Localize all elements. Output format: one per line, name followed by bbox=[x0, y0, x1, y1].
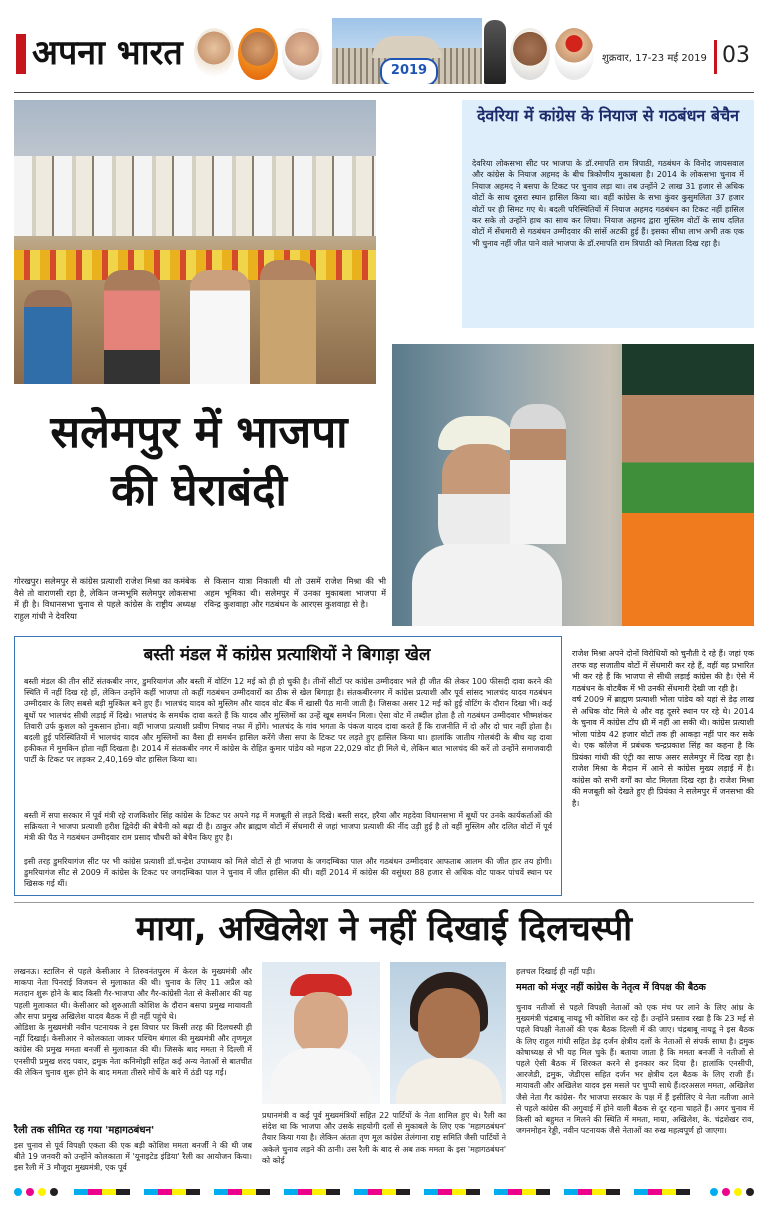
salempur-col1: गोरखपुर। सलेमपुर से कांग्रेस प्रत्याशी राजेश मिश्रा का कमंबेक वैसे तो वाराणसी रहा है, लेकिन जन्मभूमि सलेमपुर लोकसभा में ही है। विधानसभा चुनाव से पहले कांग्रेस के राष्ट्रीय अध्यक्ष राहुल गांधी ने देवरिया bbox=[14, 576, 196, 621]
portrait-1 bbox=[194, 28, 234, 78]
reg-dot-yellow bbox=[38, 1188, 46, 1196]
maya-headline: माया, अखिलेश ने नहीं दिखाई दिलचस्पी bbox=[135, 909, 633, 949]
masthead-red-bar bbox=[16, 34, 26, 74]
reg-dot-magenta-2 bbox=[722, 1188, 730, 1196]
akhilesh-face bbox=[294, 992, 348, 1054]
salempur-side-col: राजेश मिश्रा अपने दोनों विरोधियों को चुनौती दे रहे हैं। जहां एक तरफ वह सजातीय वोटों में सेंधमारी कर रहे हैं, वहीं वह प्रभारित भी कर रहे हैं कि भाजपा से सीधी लड़ाई कांग्रेस की है। ऐसे में गठबंधन के वोटबैंक में भी उनकी सेंधमारी देखी जा रही है। वर्ष 2009 में ब्राह्मण प्रत्याशी भोला पांडेय को यहां से डेढ़ लाख से अधिक वोट मिले थे और वह दूसरे स्थान पर रहे थे। 2014 के चुनाव में कांग्रेस टॉप थ्री में नहीं आ सकी थी। कांग्रेस प्रत्याशी भोला पांडेय 42 हजार वोटों तक ही आकड़ा नहीं पार कर सके थे। एक कॉलेज में प्रबंधक चन्द्रप्रकाश सिंह का कहना है कि प्रियंका गांधी की एंट्री का साफ असर सलेमपुर में दिख रहा है। राजेश मिश्रा के मैदान में आने से कांग्रेस मुख्य लड़ाई में है। कांग्रेस को सभी वर्गों का वोट मिलता दिख रहा है। राजेश मिश्रा की मजबूती को देखते हुए ही प्रियंका ने सलेमपुर में जनसभा की है। bbox=[572, 649, 754, 808]
reg-dot-yellow-2 bbox=[734, 1188, 742, 1196]
basti-para1: बस्ती मंडल की तीन सीटें संतकबीर नगर, डुमरियागंज और बस्ती में वोटिंग 12 मई को ही हो चुकी है। तीनों सीटों पर कांग्रेस उम्मीदवार भले ही जीत की लेकर 100 फीसदी दावा करने की स्थिति में नहीं दिख रहे हों, लेकिन उन्होंने कहीं भाजपा तो कहीं गठबंधन उम्मीदवारों का ठीक से खेल बिगाड़ा है। संतकबीरनगर में कांग्रेस प्रत्याशी और पूर्व सांसद भालचंद यादव गठबंधन उम्मीदवार के लिए सबसे बड़ी मुश्किल बने हुए हैं। भालचंद यादव को मुस्लिम और यादव वोट बैंक में खासी पैठ मानी जाती है। जिसका असर 12 मई को हुई वोटिंग के दौरान दिखा भी। कई बूथों पर भालचंद सीधी लड़ाई में दिखे। भालचंद के समर्थक दावा करते हैं कि यादव और मुस्लिमों का उन्हें खूब समर्थन मिला। ऐसा वोट में तब्दील होता है तो गठबंधन उम्मीदवार भीष्मशंकर तिवारी उर्फ कुशल को नुकसान होना। वहीं भाजपा प्रत्याशी प्रवीण निषाद नफा में होंगे। भालचंद के गांव भगता के पंकज यादव दावा करते हैं कि राजनीति में दो और दो चार नहीं होता है। बदली हुई परिस्थितियों में भालचंद यादव और मुस्लिमों का वैसा ही समर्थन हासिल करेंगे जैसा सपा के टिकट पर लड़ते हुए हासिल किया था। हालांकि जातीय गोलबंदी के बीच यह दावा हकीकत में मुमकिन होता नहीं दिखता है। 2014 में संतकबीर नगर में कांग्रेस के रोहित कुमार पांडेय को महज 22,029 वोट ही मिले थे, लेकिन बात भालचंद की करें तो उन्होंने समाजवादी पार्टी के टिकट पर लड़कर 2,40,169 वोट हासिल किया था। bbox=[24, 677, 552, 765]
salempur-headline bbox=[14, 404, 384, 520]
reg-dot-magenta bbox=[26, 1188, 34, 1196]
akhilesh-body bbox=[270, 1048, 372, 1104]
parliament-banner bbox=[332, 18, 482, 84]
mayawati-body bbox=[396, 1058, 502, 1104]
mayawati-photo bbox=[390, 962, 506, 1104]
deoria-body: देवरिया लोकसभा सीट पर भाजपा के डॉ.रमापति राम त्रिपाठी, गठबंधन के विनोद जायसवाल और कांग्रेस के नियाज अहमद के बीच त्रिकोणीय मुकाबला है। 2014 के लोकसभा चुनाव में नियाज अहमद ने बसपा के टिकट पर चुनाव लड़ा था। तब उन्होंने 2 लाख 31 हजार से अधिक वोटों के साथ दूसरा स्थान हासिल किया था। वहीं कांग्रेस के सभा कुंवर कुसुमलिता 37 हजार वोटों पर ही सिमट गए थे। बदली परिस्थितियों में नियाज अहमद गठबंधन का टिकट नहीं हासिल कर सके तो उन्होंने हाथ का साथ कर लिया। नियाज अहमद द्वारा मुस्लिम वोटों के साथ दलित वोटों में सेंधमारी से गठबंधन उम्मीदवार की सांसें अटकी हुई हैं। इसका सीधा लाभ अभी तक एक भी चुनाव नहीं जीत पाने वाले भाजपा के डॉ.रमापति राम त्रिपाठी को मिलता दिख रहा है। bbox=[472, 159, 744, 248]
print-registration-strip bbox=[14, 1184, 754, 1204]
elder-photo bbox=[392, 344, 754, 626]
masthead-rule bbox=[14, 92, 754, 93]
basti-para2: बस्ती में सपा सरकार में पूर्व मंत्री रहे राजकिशोर सिंह कांग्रेस के टिकट पर अपने गढ़ में मजबूती से लड़ते दिखे। बस्ती सदर, हरैया और महदेवा विधानसभा में बूथों पर उनके कार्यकर्ताओं की सक्रियता ने भाजपा प्रत्याशी हरीश द्विवेदी की बेचैनी को बढ़ा दी है। ठाकुर और ब्राह्मण वोटों में सेंधमारी से जहां भाजपा प्रत्याशी की नींद उड़ी हुई है तो वहीं मुस्लिम और दलित वोटों में पूर्व मंत्री की पैठ ने गठबंधन उम्मीदवार राम प्रसाद चौधरी को बेचैन किए हुए है। bbox=[24, 811, 552, 843]
reg-dot-cyan-2 bbox=[710, 1188, 718, 1196]
salempur-col2: से किसान यात्रा निकाली थी तो उसमें राजेश मिश्रा की भी अहम भूमिका थी। सलेमपुर में उनका मुकाबला भाजपा में रविन्द्र कुशवाहा और गठबंधन के आरएस कुशवाहा से है। bbox=[204, 576, 386, 610]
maya-col1-b: इस चुनाव से पूर्व विपक्षी एकता की एक बड़ी कोशिश ममता बनर्जी ने की थी जब बीते 19 जनवरी को उन्होंने कोलकाता में 'यूनाइटेड इंडिया' रैली का आयोजन किया। इस रैली में 3 मौजूदा मुख्यमंत्री, एक पूर्व bbox=[14, 1141, 252, 1173]
election-year: 2019 bbox=[390, 63, 428, 78]
rally-person-left bbox=[104, 270, 160, 384]
salempur-headline-line2: की घेराबंदी bbox=[111, 465, 287, 516]
page-number: 03 bbox=[722, 43, 750, 68]
portrait-4 bbox=[510, 28, 550, 80]
date-divider bbox=[714, 40, 717, 74]
election-badge bbox=[380, 58, 438, 84]
maya-mid-col: प्रधानमंत्री व कई पूर्व मुख्यमंत्रियों सहित 22 पार्टियों के नेता शामिल हुए थे। रैली का संदेश था कि भाजपा और उसके सहयोगी दलों से मुकाबले के लिए एक 'महागठबंधन' तैयार किया गया है। लेकिन अंततः तृण मूल कांग्रेस तेलंगाना राष्ट्र समिति जैसी पार्टियों ने अकेले चुनाव लड़ने की ठानी। उस रैली के बाद से अब तक ममता के इस 'महागठबंधन' को कोई bbox=[262, 1111, 506, 1165]
background-man bbox=[510, 404, 566, 544]
maya-col1-a: लखनऊ। स्टालिन से पहले केसीआर ने तिरुवनंतपुरम में केरल के मुख्यमंत्री और माकपा नेता पिनराई विजयन से मुलाकात की थी। चुनाव के लिए 11 अप्रैल को मतदान शुरू होने के बाद किसी गैर-भाजपा और गैर-कांग्रेसी नेता से केसीआर की यह पहली मुलाकात थी। केसीआर को शुरुआती कोशिश के दौरान बसपा प्रमुख मायावती और सपा प्रमुख अखिलेश यादव बैठक में ही नहीं पहुंचे थे। ओडिशा के मुख्यमंत्री नवीन पटनायक ने इस विचार पर किसी तरह की दिलचस्पी ही नहीं दिखाई। केसीआर ने कोलकाता जाकर पश्चिम बंगाल की मुख्यमंत्री और तृणमूल कांग्रेस की प्रमुख ममता बनर्जी से मुलाकात की थी। जिसके बाद ममता ने दिल्ली में एनसीपी प्रमुख शरद पवार, द्रमुक नेता कनिमोझी सहित कई अन्य नेताओं से बातचीत की लेकिन चुनाव शुरू होने के बाद ममता तीसरे मोर्चे के बारे में ठंडी पड़ गईं। bbox=[14, 967, 252, 1077]
akhilesh-photo bbox=[262, 962, 380, 1104]
leader-portraits bbox=[190, 18, 330, 88]
color-bar bbox=[74, 1189, 694, 1195]
portrait-3 bbox=[282, 28, 322, 80]
rally-stage-crowd bbox=[14, 156, 376, 236]
rally-speaker bbox=[190, 270, 250, 384]
rally-person-far-left bbox=[24, 290, 72, 384]
basti-headline: बस्ती मंडल में कांग्रेस प्रत्याशियों ने बिगाड़ा खेल bbox=[143, 645, 431, 665]
reg-dot-black-2 bbox=[746, 1188, 754, 1196]
mayawati-face bbox=[418, 988, 480, 1060]
basti-para3: इसी तरह डुमरियागंज सीट पर भी कांग्रेस प्रत्याशी डॉ.चन्द्रेश उपाध्याय को मिले वोटों से ही भाजपा के जगदम्बिका पाल और गठबंधन उम्मीदवार आफताब आलम की जीत हार तय होगी। डुमरियागंज सीट से 2009 में कांग्रेस के टिकट पर जगदम्बिका पाल ने चुनाव में जीत हासिल की थी। वहीं 2014 में कांग्रेस की वसुंधरा 88 हजार से अधिक वोट पाकर पांचवें स्थान पर खिसक गई थीं। bbox=[24, 857, 552, 889]
parliament-dome bbox=[372, 36, 442, 58]
issue-date: शुक्रवार, 17-23 मई 2019 bbox=[602, 53, 707, 64]
rally-person-right bbox=[260, 260, 316, 384]
deoria-headline: देवरिया में कांग्रेस के नियाज से गठबंधन बेचैन bbox=[476, 106, 740, 125]
reg-dot-black bbox=[50, 1188, 58, 1196]
portrait-2 bbox=[238, 28, 278, 80]
maya-col3-body: चुनाव नतीजों से पहले विपक्षी नेताओं को एक मंच पर लाने के लिए आंध्र के मुख्यमंत्री चंद्रबाबू नायडू भी कोशिश कर रहे हैं। उन्होंने प्रस्ताव रखा है कि 23 मई से पहले विपक्षी नेताओं की एक बैठक दिल्ली में की जाए। चंद्रबाबू नायडू ने इस बैठक के लिए राहुल गांधी सहित डेढ़ दर्जन क्षेत्रीय दलों के नेताओं से संपर्क साधा है। द्रमुक कोषाध्यक्ष से भी यह मिल चुके हैं। बताया जाता है कि ममता बनर्जी ने नतीजों से पहले ऐसी बैठक में शिरकत करने से इनकार कर दिया है। हालांकि एनसीपी, आरजेडी, द्रमुक, जेडीएस सहित दर्जन भर क्षेत्रीय दल बैठक के लिए राजी हैं। मायावती और अखिलेश यादव इस मसले पर चुप्पी साधे हैं।दरअसल ममता, अखिलेश जैसे नेता गैर कांग्रेस- गैर भाजपा सरकार के पक्ष में हैं इसीलिए ये नेता नतीजा आने से पहले कांग्रेस की अगुवाई में होने वाली बैठक से दूर रहना चाहते हैं। अगर चुनाव में किसी को बहुमत न मिलने की स्थिति में ममता, माया, अखिलेश, के. चंद्रशेखर राव, जगनमोहन रेड्डी, नवीन पटनायक जैसे नेताओं का रुख महत्वपूर्ण हो जाएगा। bbox=[516, 1003, 754, 1136]
mid-rule bbox=[14, 902, 754, 903]
portrait-5 bbox=[554, 28, 594, 80]
maya-col3-top: हलचल दिखाई ही नहीं पड़ी। bbox=[516, 967, 596, 976]
reg-dot-cyan bbox=[14, 1188, 22, 1196]
maya-col1-subhead: रैली तक सीमित रह गया 'महागठबंधन' bbox=[14, 1125, 155, 1136]
candidate-figure bbox=[622, 344, 754, 626]
elder-body bbox=[412, 544, 562, 626]
portrait-statue bbox=[484, 20, 506, 84]
brand-logo: अपना भारत bbox=[32, 33, 183, 73]
deoria-box bbox=[462, 100, 754, 328]
rally-photo bbox=[14, 100, 376, 384]
masthead bbox=[14, 18, 754, 88]
maya-col3-subhead: ममता को मंजूर नहीं कांग्रेस के नेतृत्व में विपक्ष की बैठक bbox=[516, 982, 706, 993]
salempur-headline-line1: सलेमपुर में भाजपा bbox=[50, 407, 348, 458]
